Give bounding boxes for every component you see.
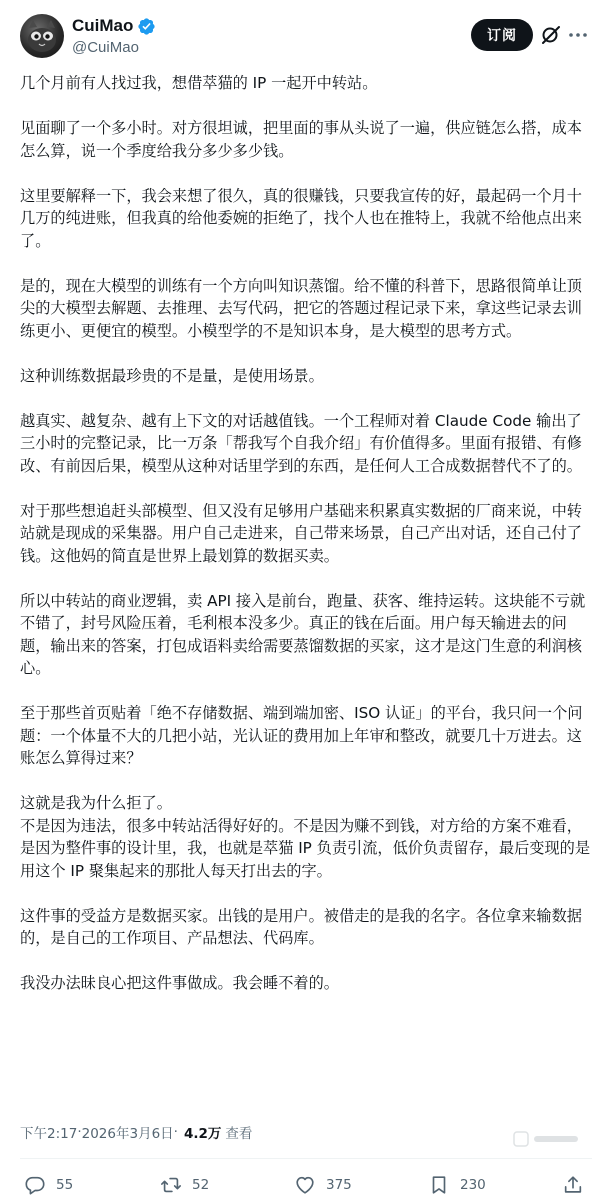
tweet-paragraph: 所以中转站的商业逻辑，卖 API 接入是前台，跑量、获客、维持运转。这块能不亏就不错了，封号风险压着，毛利根本没多少。真正的钱在后面。用户每天输进去的问题，输出来的答案，打包成语料卖给需要蒸馏数据的买家，这才是这门生意的利润核心。 — [20, 591, 586, 677]
tweet-paragraph: 不是因为违法，很多中转站活得好好的。不是因为赚不到钱，对方给的方案不难看，是因为整件事的设计里，我，也就是萃猫 IP 负责引流，低价负责留存，最后变现的是用这个 IP 聚集起来的那批人每天打出去的字。 — [20, 816, 591, 880]
avatar[interactable] — [20, 14, 64, 58]
share-button[interactable] — [562, 1172, 584, 1198]
share-icon — [562, 1174, 584, 1196]
tweet-paragraph: 几个月前有人找过我，想借萃猫的 IP 一起开中转站。 — [20, 74, 378, 92]
retweet-count: 52 — [192, 1177, 210, 1193]
meta-separator: · — [173, 1124, 178, 1140]
heart-icon — [294, 1174, 316, 1196]
tweet-meta — [20, 1121, 252, 1143]
display-name[interactable]: CuiMao — [72, 16, 134, 35]
grok-icon[interactable] — [539, 23, 563, 47]
tweet-paragraph: 是的，现在大模型的训练有一个方向叫知识蒸馏。给不懂的科普下，思路很简单让顶尖的大模型去解题、去推理、去写代码，把它的答题过程记录下来，拿这些记录去训练更小、更便宜的模型。小模型学的不是知识本身，是大模型的思考方式。 — [20, 276, 582, 340]
tweet-paragraph: 对于那些想追赶头部模型、但又没有足够用户基础来积累真实数据的厂商来说，中转站就是现成的采集器。用户自己走进来，自己带来场景，自己产出对话，还自己付了钱。这他妈的简直是世界上最划算的数据买卖。 — [20, 501, 582, 565]
tweet-time[interactable]: 下午2:17 — [20, 1126, 78, 1142]
watermark-logo-icon — [512, 1128, 582, 1150]
divider — [20, 1158, 592, 1159]
bookmark-icon — [428, 1174, 450, 1196]
like-count: 375 — [326, 1177, 352, 1193]
bookmark-button[interactable] — [428, 1172, 486, 1198]
tweet-paragraph: 这就是我为什么拒了。 — [20, 794, 172, 812]
retweet-button[interactable] — [160, 1172, 209, 1198]
action-bar — [0, 1168, 610, 1202]
subscribe-button[interactable]: 订阅 — [471, 19, 533, 51]
reply-icon — [24, 1174, 46, 1196]
reply-button[interactable] — [24, 1172, 73, 1198]
tweet-date[interactable]: 2026年3月6日 — [81, 1126, 174, 1142]
retweet-icon — [160, 1174, 182, 1196]
bookmark-count: 230 — [460, 1177, 486, 1193]
meta-separator: · — [77, 1124, 82, 1140]
tweet-paragraph: 至于那些首页贴着「绝不存储数据、端到端加密、ISO 认证」的平台，我只问一个问题：一个体量不大的几把小站，光认证的费用加上年审和整改，就要几十万进去。这账怎么算得过来？ — [20, 704, 583, 767]
tweet-paragraph: 我没办法昧良心把这件事做成。我会睡不着的。 — [20, 974, 339, 992]
tweet-paragraph: 这里要解释一下，我会来想了很久，真的很赚钱，只要我宣传的好，最起码一个月十几万的纯进账，但我真的给他委婉的拒绝了，找个人也在推特上，我就不给他点出来了。 — [20, 186, 582, 250]
author-info — [72, 15, 156, 56]
tweet-text — [20, 72, 595, 1017]
like-button[interactable] — [294, 1172, 352, 1198]
tweet-paragraph: 越真实、越复杂、越有上下文的对话越值钱。一个工程师对着 Claude Code 输出了三小时的完整记录，比一万条「帮我写个自我介绍」有价值得多。里面有报错、有修改、有前因后果，模型从这种对话里学到的东西，是任何人工合成数据替代不了的。 — [20, 411, 582, 475]
tweet-paragraph: 这种训练数据最珍贵的不是量，是使用场景。 — [20, 366, 324, 385]
tweet-paragraph: 这件事的受益方是数据买家。出钱的是用户。被借走的是我的名字。各位拿来输数据的，是自己的工作项目、产品想法、代码库。 — [20, 906, 582, 947]
tweet-paragraph: 见面聊了一个多小时。对方很坦诚，把里面的事从头说了一遍，供应链怎么搭，成本怎么算，说一个季度给我分多少多少钱。 — [20, 119, 582, 160]
verified-badge-icon[interactable] — [137, 17, 156, 36]
display-name-row — [72, 15, 156, 37]
views-label: 查看 — [225, 1126, 253, 1142]
author-handle[interactable]: @CuiMao — [72, 39, 139, 56]
more-horizontal-icon[interactable] — [566, 23, 590, 47]
tweet-header — [0, 0, 610, 70]
views-count: 4.2万 — [183, 1126, 222, 1142]
reply-count: 55 — [56, 1177, 74, 1193]
avatar-image — [20, 14, 64, 58]
